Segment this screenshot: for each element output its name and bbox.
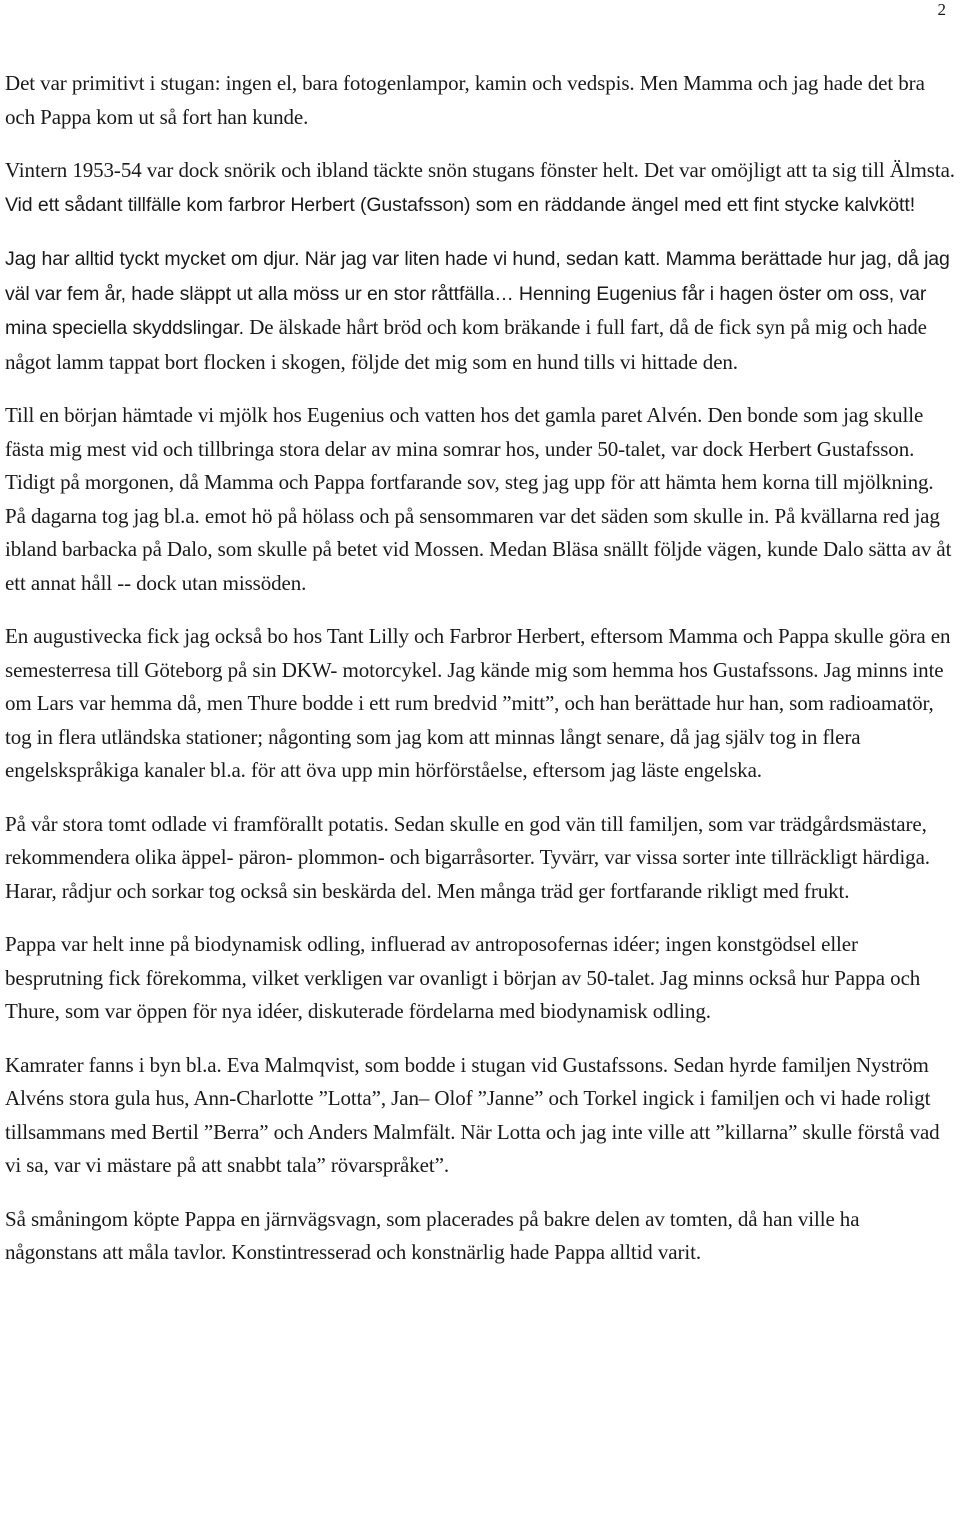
paragraph-text: En augustivecka fick jag också bo hos Tant Lilly och Farbror Herbert, eftersom Mamma och Pappa skulle göra en semesterresa till Göteborg på sin DKW- motorcykel. Jag kände mig som hemma hos Gustafssons. Jag minns inte om Lars var hemma då, men Thure bodde i ett rum bredvid ”mitt”, och han berättade hur han, som radioamatör, tog in flera utländska stationer; någonting som jag kom att minnas långt senare, då jag själv tog in flera engelskspråkiga kanaler bl.a. för att öva upp min hörförståelse, eftersom jag läste engelska. (5, 624, 951, 782)
paragraph-text: Kamrater fanns i byn bl.a. Eva Malmqvist, som bodde i stugan vid Gustafssons. Sedan hyrde familjen Nyström Alvéns stora gula hus, Ann-Charlotte ”Lotta”, Jan– Olof ”Janne” och Torkel ingick i familjen och vi hade roligt tillsammans med Bertil ”Berra” och Anders Malmfält. När Lotta och jag inte ville att ”killarna” skulle förstå vad vi sa, var vi mästare på att snabbt tala” rövarspråket”. (5, 1052, 940, 1177)
paragraph-text: På vår stora tomt odlade vi framförallt potatis. Sedan skulle en god vän till familjen, som var trädgårdsmästare, rekommendera olika äppel- päron- plommon- och bigarråsorter. Tyvärr, var vissa sorter inte tillräckligt härdiga. Harar, rådjur och sorkar tog också sin beskärda del. Men många träd ger fortfarande rikligt med frukt. (5, 811, 930, 903)
paragraph-2 (5, 154, 955, 222)
paragraph-text: De älskade hårt bröd och kom bräkande i full fart, då de fick syn på mig och hade något lamm tappat bort flocken i skogen, följde det mig som en hund tills vi hittade den. (5, 315, 927, 374)
paragraph-text: Pappa var helt inne på biodynamisk odling, influerad av antroposofernas idéer; ingen konstgödsel eller besprutning fick förekomma, vilket verkligen var ovanligt i början av 50-talet. Jag minns också hur Pappa och Thure, som var öppen för nya idéer, diskuterade fördelarna med biodynamisk odling. (5, 932, 921, 1023)
paragraph-text-sans: Vid ett sådant tillfälle kom farbror Herbert (Gustafsson) som en räddande ängel med ett fint stycke kalvkött! (5, 193, 916, 216)
paragraph-text-sans: Jag har alltid tyckt mycket om djur. När jag var liten hade vi hund, sedan katt. Mamma berättade hur jag, då jag väl var fem år, hade släppt ut alla möss ur en stor råttfälla… Henning Eugenius får i hagen öster om oss, var mina speciella skyddslingar. (5, 248, 950, 339)
paragraph-text: Det var primitivt i stugan: ingen el, bara fotogenlampor, kamin och vedspis. Men Mamma och jag hade det bra och Pappa kom ut så fort han kunde. (5, 71, 925, 129)
paragraph-4 (5, 399, 955, 600)
document-body (5, 67, 955, 1270)
paragraph-5 (5, 620, 955, 788)
paragraph-1 (5, 67, 955, 134)
paragraph-8 (5, 1049, 955, 1183)
paragraph-9 (5, 1203, 955, 1270)
paragraph-6 (5, 808, 955, 909)
paragraph-3 (5, 242, 955, 379)
paragraph-text: Till en början hämtade vi mjölk hos Eugenius och vatten hos det gamla paret Alvén. Den bonde som jag skulle fästa mig mest vid och tillbringa stora delar av mina somrar hos, under 50-talet, var dock Herbert Gustafsson. Tidigt på morgonen, då Mamma och Pappa fortfarande sov, steg jag upp för att hämta hem korna till mjölkning. På dagarna tog jag bl.a. emot hö på hölass och på sensommaren var det säden som skulle in. På kvällarna red jag ibland barbacka på Dalo, som skulle på betet vid Mossen. Medan Bläsa snällt följde vägen, kunde Dalo sätta av åt ett annat håll -- dock utan missöden. (5, 403, 952, 595)
paragraph-7 (5, 928, 955, 1029)
paragraph-text: Så småningom köpte Pappa en järnvägsvagn, som placerades på bakre delen av tomten, då han ville ha någonstans att måla tavlor. Konstintresserad och konstnärlig hade Pappa alltid varit. (5, 1206, 860, 1264)
page-number: 2 (937, 0, 946, 19)
paragraph-text: Vintern 1953-54 var dock snörik och ibland täckte snön stugans fönster helt. Det var omöjligt att ta sig till Älmsta. (5, 158, 955, 182)
